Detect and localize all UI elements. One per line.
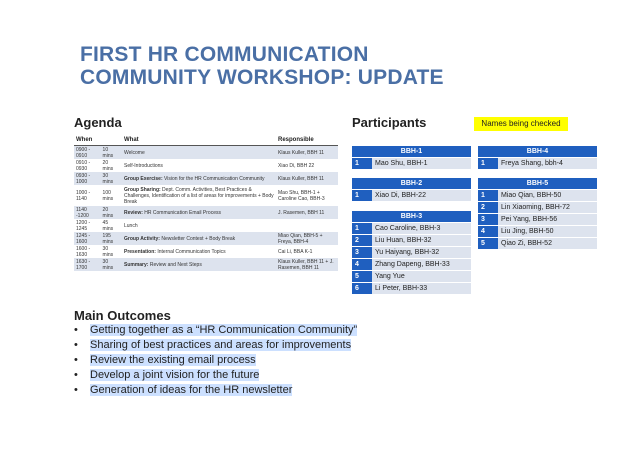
agenda-what-text: Self-Introductions <box>124 162 163 169</box>
participant-name: Freya Shang, bbh-4 <box>498 158 597 170</box>
participant-number: 1 <box>352 223 372 235</box>
group-header: BBH-2 <box>352 178 471 190</box>
participant-name: Liu Jing, BBH-50 <box>498 226 597 238</box>
slide-title <box>80 43 444 89</box>
agenda-responsible: Klaus Kuller, BBH 11 <box>276 172 338 185</box>
agenda-header-row <box>74 135 338 146</box>
participant-name: Yang Yue <box>372 271 471 283</box>
participant-row <box>352 247 471 259</box>
agenda-what <box>122 258 276 271</box>
agenda-duration: 10 mins <box>101 146 122 160</box>
agenda-what-text: Internal Communication Topics <box>155 248 226 255</box>
group-header: BBH-3 <box>352 211 471 223</box>
agenda-what-bold: Presentation: <box>124 248 156 255</box>
participant-row <box>478 214 597 226</box>
agenda-responsible <box>276 219 338 232</box>
participant-name: Pei Yang, BBH-56 <box>498 214 597 226</box>
outcomes-list <box>74 323 357 398</box>
participant-number: 4 <box>478 226 498 238</box>
agenda-time: 0900 - 0910 <box>74 146 101 160</box>
participant-row <box>352 158 471 170</box>
agenda-row <box>74 172 338 185</box>
agenda-what-text: HR Communication Email Process <box>142 209 221 216</box>
participant-row <box>352 259 471 271</box>
agenda-what <box>122 185 276 206</box>
agenda-time: 1140 -1200 <box>74 206 101 219</box>
group-bbh2-table <box>352 178 471 202</box>
agenda-time: 1600 - 1630 <box>76 245 91 258</box>
agenda-time: 0930 - 1000 <box>74 172 101 185</box>
participant-row <box>478 238 597 250</box>
title-line-2: COMMUNITY WORKSHOP: UPDATE <box>80 66 444 89</box>
agenda-row <box>74 245 338 258</box>
agenda-responsible: Miao Qian, BBH-5 + Freya, BBH-4 <box>276 232 338 245</box>
agenda-what-text: Dept. Comm. Activities, Best Practices & Challenges, Identification of a list of areas for improvements + Body Break <box>124 186 274 205</box>
agenda-what-bold: Group Sharing: <box>124 186 161 193</box>
outcome-item: • Generation of ideas for the HR newsletter <box>74 384 293 396</box>
names-checked-note: Names being checked <box>474 117 568 131</box>
outcome-item: • Review the existing email process <box>74 354 256 366</box>
participant-row <box>352 223 471 235</box>
agenda-what <box>122 232 276 245</box>
participant-row <box>352 235 471 247</box>
agenda-time: 1000 - 1140 <box>76 189 91 202</box>
participant-name: Zhang Dapeng, BBH-33 <box>372 259 471 271</box>
participant-name: Miao Qian, BBH-50 <box>498 190 597 202</box>
agenda-what <box>122 206 276 219</box>
outcome-item: • Develop a joint vision for the future <box>74 369 260 381</box>
group-bbh5-table <box>478 178 597 250</box>
agenda-duration: 30 mins <box>101 172 122 185</box>
participant-number: 5 <box>478 238 498 250</box>
agenda-responsible: Klaus Kuller, BBH 11 + J. Rasemen, BBH 11 <box>276 258 338 271</box>
agenda-what-bold: Summary: <box>124 261 149 268</box>
agenda-row <box>74 232 338 245</box>
agenda-what-text: Lunch <box>124 222 138 229</box>
participant-number: 4 <box>352 259 372 271</box>
agenda-responsible: Cai Li, BBA K-1 <box>278 248 313 255</box>
agenda-duration: 100 mins <box>102 189 114 202</box>
agenda-what-bold: Group Exercise: <box>124 175 163 182</box>
participant-number: 2 <box>352 235 372 247</box>
participant-row <box>478 158 597 170</box>
agenda-what-bold: Group Activity: <box>124 235 160 242</box>
agenda-what-text: Vision for the HR Communication Community <box>162 175 265 182</box>
participant-row <box>352 271 471 283</box>
agenda-row <box>74 159 338 172</box>
participant-number: 1 <box>352 158 372 170</box>
agenda-heading: Agenda <box>74 115 122 130</box>
col-responsible: Responsible <box>276 135 338 146</box>
participant-name: Qiao Zi, BBH-52 <box>498 238 597 250</box>
agenda-what <box>122 159 276 172</box>
agenda-what-text: Welcome <box>124 149 145 156</box>
participant-number: 6 <box>352 283 372 295</box>
group-bbh4-table <box>478 146 597 170</box>
agenda-duration: 30 mins <box>102 245 114 258</box>
group-header: BBH-4 <box>478 146 597 158</box>
participant-number: 1 <box>352 190 372 202</box>
agenda-what <box>122 219 276 232</box>
agenda-what-bold: Review: <box>124 209 143 216</box>
agenda-duration: 45 mins <box>102 219 114 232</box>
agenda-responsible: Mao Shu, BBH-1 + Caroline Cao, BBH-3 <box>278 189 325 202</box>
agenda-what-text: Review and Next Steps <box>148 261 202 268</box>
participant-name: Xiao Di, BBH-22 <box>372 190 471 202</box>
agenda-row <box>74 206 338 219</box>
agenda-row <box>74 219 338 232</box>
agenda-table <box>74 135 338 271</box>
agenda-what-text: Newsletter Contest + Body Break <box>159 235 236 242</box>
agenda-responsible: Xiao Di, BBH 22 <box>278 162 315 169</box>
agenda-duration: 20 mins <box>102 159 114 172</box>
group-bbh1-table <box>352 146 471 170</box>
participant-name: Yu Haiyang, BBH-32 <box>372 247 471 259</box>
participant-number: 5 <box>352 271 372 283</box>
participant-row <box>352 190 471 202</box>
participant-number: 3 <box>352 247 372 259</box>
participant-name: Cao Caroline, BBH-3 <box>372 223 471 235</box>
participant-name: Li Peter, BBH-33 <box>372 283 471 295</box>
group-header: BBH-1 <box>352 146 471 158</box>
participant-name: Lin Xiaoming, BBH-72 <box>498 202 597 214</box>
col-when: When <box>74 135 122 146</box>
agenda-time: 1200 - 1245 <box>76 219 91 232</box>
participant-number: 1 <box>478 190 498 202</box>
participant-row <box>478 190 597 202</box>
col-what: What <box>122 135 276 146</box>
agenda-responsible: Klaus Kuller, BBH 11 <box>276 146 338 160</box>
agenda-duration: 30 mins <box>101 258 122 271</box>
agenda-duration: 195 mins <box>101 232 122 245</box>
agenda-responsible: J. Rasemen, BBH 11 <box>276 206 338 219</box>
agenda-what <box>122 172 276 185</box>
agenda-row <box>74 146 338 160</box>
participant-number: 1 <box>478 158 498 170</box>
participant-name: Mao Shu, BBH-1 <box>372 158 471 170</box>
group-bbh3-table <box>352 211 471 295</box>
outcome-item: • Sharing of best practices and areas for improvements <box>74 339 352 351</box>
agenda-time: 1630 - 1700 <box>74 258 101 271</box>
participant-row <box>352 283 471 295</box>
participant-number: 2 <box>478 202 498 214</box>
outcome-item: • Getting together as a “HR Communication Community” <box>74 324 358 336</box>
agenda-row <box>74 258 338 271</box>
participant-row <box>478 202 597 214</box>
agenda-what <box>122 245 276 258</box>
participant-row <box>478 226 597 238</box>
outcomes-heading: Main Outcomes <box>74 308 171 323</box>
agenda-time: 1245 - 1600 <box>74 232 101 245</box>
agenda-what <box>122 146 276 160</box>
title-line-1: FIRST HR COMMUNICATION <box>80 43 369 66</box>
agenda-time: 0910 - 0930 <box>76 159 91 172</box>
participant-number: 3 <box>478 214 498 226</box>
group-header: BBH-5 <box>478 178 597 190</box>
agenda-duration: 20 mins <box>101 206 122 219</box>
participants-heading: Participants <box>352 115 427 130</box>
agenda-row <box>74 185 338 206</box>
participant-name: Liu Huan, BBH-32 <box>372 235 471 247</box>
